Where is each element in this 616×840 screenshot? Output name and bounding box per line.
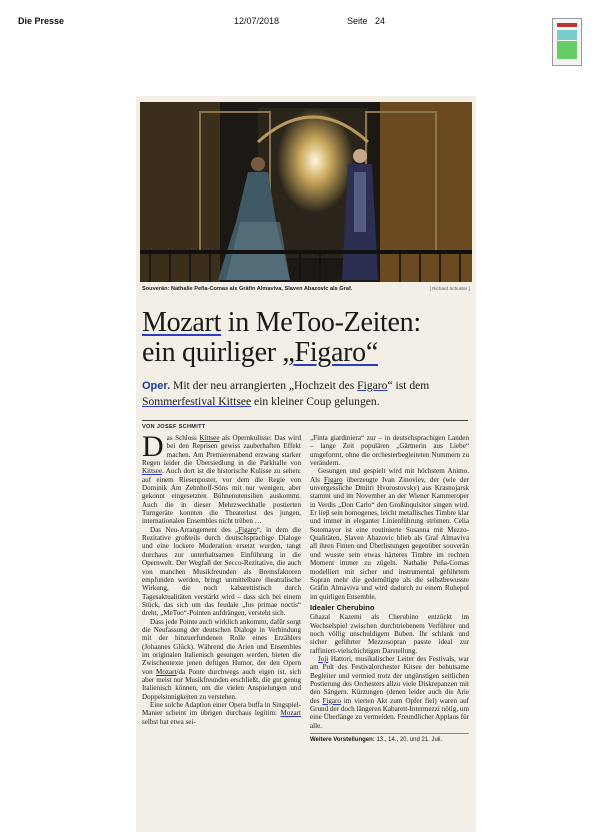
text: Das Neu-Arrangement des „ — [150, 525, 239, 534]
paragraph — [310, 655, 469, 730]
deck-part: Mit der neu arrangierten „Hochzeit des — [170, 379, 358, 392]
deck-festival: Sommerfestival Kittsee — [142, 395, 252, 408]
text: . Auch dort ist die historische Kulisse zu sehen: auf einem Riesenposter, vor dem die Regie von Dominik Am Zehnhoff-Söns mit nur wenigen, aber gekonnt eingesetzten Bühnenutensilien auskommt. Auch die in dieser Mehrzweckhalle postierten Turngeräte konnten die Theaterlust des jungen, internationalen Ensembles nicht trüben … — [142, 467, 301, 526]
stage-photo — [140, 102, 472, 282]
paragraph — [142, 701, 301, 726]
deck-part: ein kleiner Coup gelungen. — [251, 395, 380, 408]
byline: VON JOSEF SCHMITT — [142, 424, 206, 430]
paragraph: „Finta giardiniera“ zur – in deutschsprachigen Landen – lange Zeit populären „Gärtnerin aus Liebe“ umgeformt, ohne die orchesterbegleiteten Nummern zu verändern. — [310, 434, 469, 468]
text: “, in dem die Rezitative großteils durch deutschsprachige Dialoge und eine lockere Moderation ersetzt wurden, tangt durchaus zur unterhaltsamen Einführung in die Opernwelt. Der Wegfall der Secco-Rezitative, die auch von manchen Musikfreunden als Bremsfaktoren empfunden werden, bringt unmittelbare theatralische Wirkung, die noch kabarettistisch durch Tagesaktualitäten verstärkt wird – dass sich bei einem Stück, das sich um das feudale „Ius primae noctis“ dreht, „MeToo“-Pointen aufdrängen, versteht sich. — [142, 525, 302, 618]
page-thumbnail[interactable] — [552, 18, 582, 66]
highlight-figaro: Figaro — [238, 525, 257, 534]
thumbnail-block — [557, 23, 577, 27]
text: Gesungen und gespielt wird mit höchstem Animo. Als — [310, 467, 469, 484]
paragraph: Ghazal Kazemi als Cherubino entzückt im Wechselspiel zwischen durchtriebenem Verführer und noch völlig unschuldigem Buben. Ihr schlank und sicher geführter Mezzosopran passte ideal zur raffiniert-vielschichtigen Darstellung. — [310, 613, 469, 655]
thumbnail-block — [557, 30, 577, 40]
photo-credit: [ Richard Schuster ] — [429, 286, 470, 291]
performance-label: Weitere Vorstellungen: — [310, 737, 375, 744]
article-deck — [142, 378, 470, 409]
headline-mozart: Mozart — [142, 307, 222, 338]
page-number: 24 — [375, 16, 386, 26]
text: Eine solche Adaption einer Opera buffa in Singspiel-Manier scheint im übrigen durchaus legitim: — [142, 701, 301, 718]
text: selbst hat etwa sei- — [142, 717, 196, 726]
performance-value: 13., 14., 20. und 21. Juli. — [374, 737, 443, 744]
caption-text: Souverän: Nathalie Peña-Comas als Gräfin Almaviva, Slaven Abazovic als Graf. — [142, 286, 353, 292]
highlight-kittsee: Kittsee — [199, 434, 220, 442]
article-headline — [142, 308, 472, 368]
photo-caption — [142, 286, 470, 292]
headline-figaro: „Figaro“ — [282, 337, 378, 368]
section-subhead: Idealer Cherubino — [310, 602, 375, 612]
text: as Schloss — [166, 434, 200, 442]
text: /da Ponte durchwegs auch eigen ist, sich aber meist nur Musikfreunden erschließt, die gut genug Italienisch können, um die vielen Anspielungen und Doppelsinnigkeiten zu verstehen. — [142, 667, 301, 701]
highlight-mozart: Mozart — [280, 709, 301, 718]
highlight-figaro: Figaro — [322, 696, 341, 705]
performance-dates — [310, 733, 469, 744]
article-clipping — [136, 96, 476, 832]
text: Hattori, musikalischer Leiter des Festivals, war am Pult des Festivalorchester Kitsee der behutsame Begleiter und vermied trotz der ungünstigen seitlichen Postierung des Orchesters allzu viele Diskrepanzen mit den Sängern. Kürzungen (denen leider auch die Arie des — [310, 654, 469, 705]
publication-date: 12/07/2018 — [234, 16, 280, 26]
headline-part: ein quirliger — [142, 337, 283, 368]
text: im vierten Akt zum Opfer fiel) waren auf Grund der doch längeren Kabarett-Intermezzi nötig, um eine Überlänge zu vermeiden. Freundlicher Applaus für alle. — [310, 696, 470, 730]
deck-kicker: Oper. — [142, 380, 171, 392]
thumbnail-block — [557, 41, 577, 59]
text: überzeugte Ivan Zinoviev, der (wie der unvergessliche Dmitri Hvorostovsky) aus Krasnojarsk stammt und im November an der Wiener Kammeroper in Verdis „Don Carlo“ den Großinquisitor singen wird. Er lieβ sein homogenes, leicht metallisches Timbre klar und immer in eleganter Linienführung strömen. Celia Sotomayor ist eine routinierte Susanna mit Mezzo-Qualitäten, Slaven Abazovic blieb als Graf Almaviva all ihren Finten und Überlistungen gegenüber souverän und wusste sein etwas härteres Timbre im rechten Moment immer zu zügeln. Nathalie Peña-Comas modelliert mit sicher und instrumental geführtem Sopran mehr die gedemütigte als die selbstbewusste Gräfin Almaviva und wird dadurch zu einem Ruhepol im quirligen Ensemble. — [310, 475, 469, 601]
page-label: Seite — [347, 16, 368, 26]
highlight-kittsee: Kittsee — [142, 467, 163, 476]
article-column-right — [310, 434, 469, 744]
highlight-figaro: Figaro — [324, 475, 343, 484]
page-indicator — [347, 16, 385, 26]
headline-part: in MeToo-Zeiten: — [221, 307, 421, 338]
divider — [142, 420, 468, 421]
paragraph — [142, 618, 301, 701]
paragraph — [142, 430, 301, 526]
publication-name: Die Presse — [18, 16, 65, 26]
highlight-mozart: Mozart — [156, 667, 177, 676]
paragraph — [142, 526, 301, 618]
drop-cap: D — [142, 430, 164, 463]
text: Dass jede Pointe auch wirklich ankommt, dafür sorgt die Neufassung der deutschen Dialoge in Verbindung mit der hinzuerfundenen Rolle eines Erzählers (Johannes Glück). Während die Arien und Ensembles im originalen Italienisch gesungen werden, bieten die Zwischentexte jenen deftigen Humor, der den Opern von — [142, 617, 301, 676]
article-column-left — [142, 430, 302, 726]
highlight-joji: Joji — [318, 654, 329, 663]
text: als Opernkulisse: Das wird bei den Reprisen gewiss zauberhaften Effekt machen. Am Premierenabend erzwang starker Regen leider die Übersiedlung in die Parkhalle von — [142, 434, 301, 468]
deck-part: “ ist dem — [387, 379, 430, 392]
deck-figaro: Figaro — [357, 379, 388, 392]
paragraph — [310, 467, 469, 601]
